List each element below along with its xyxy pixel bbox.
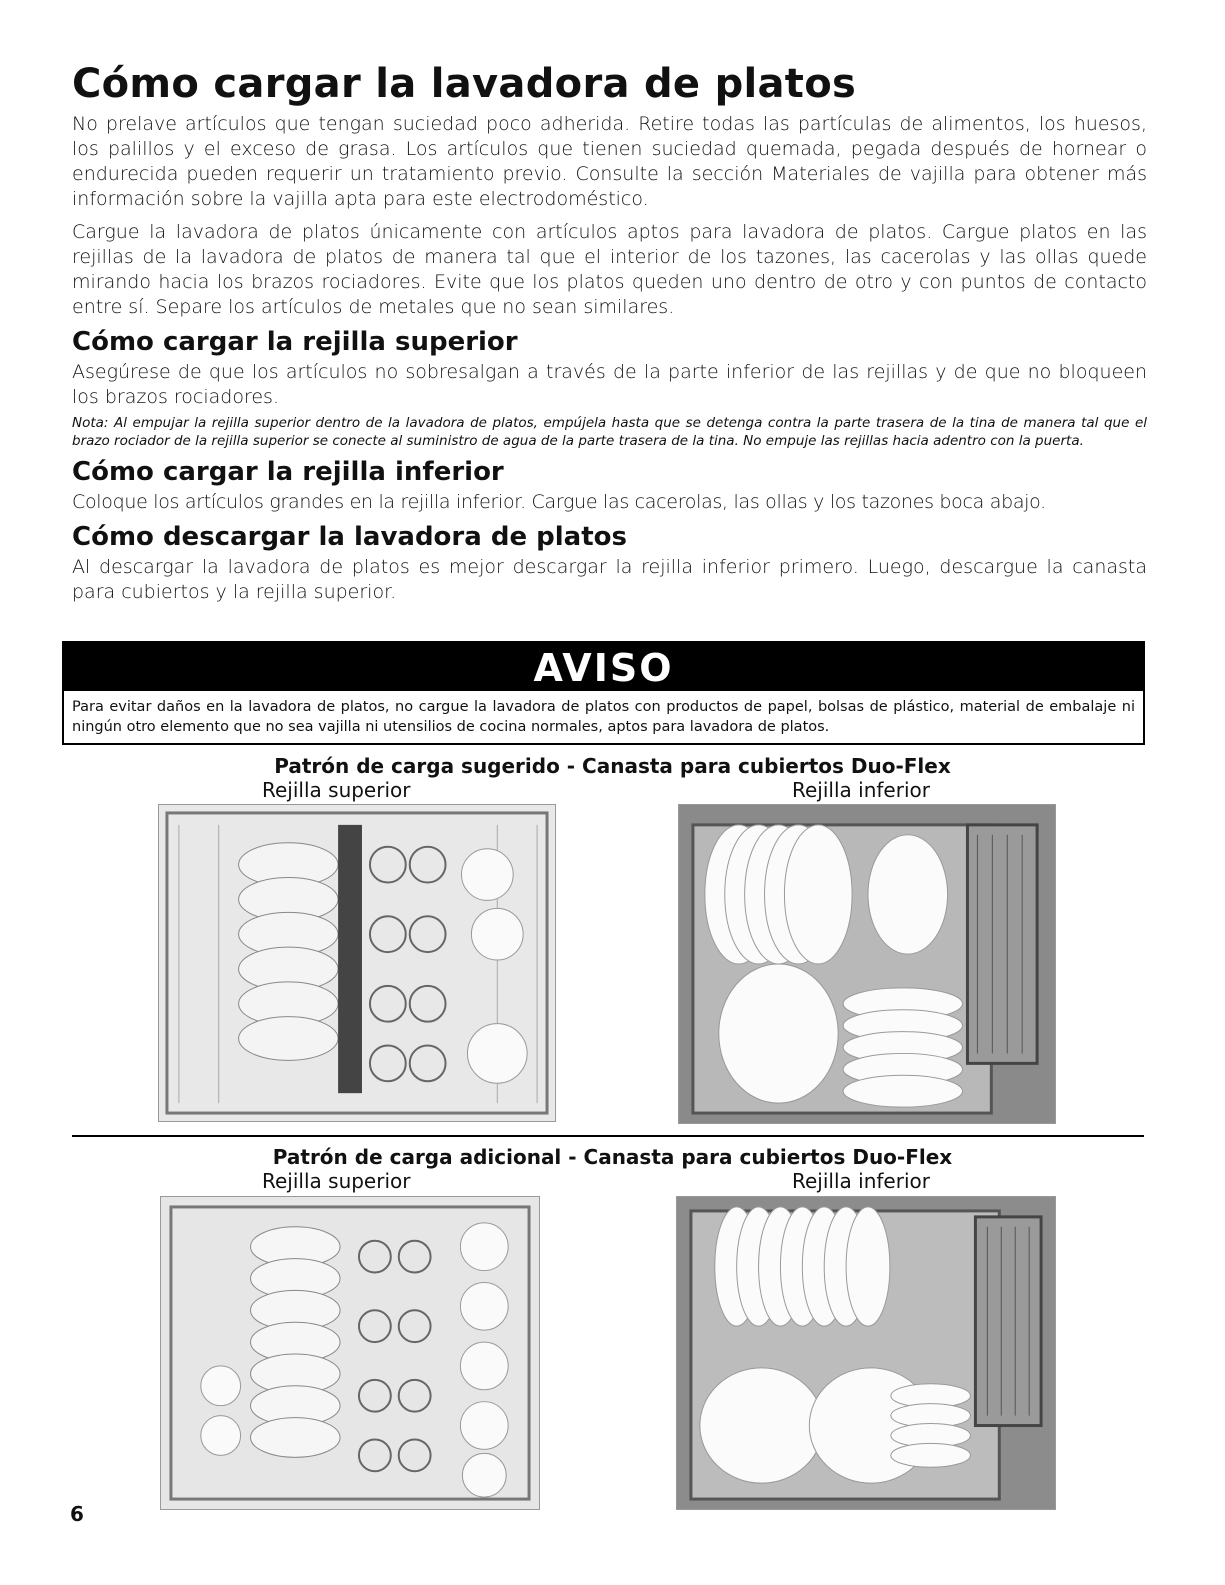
upper-rack-photo-1: [158, 804, 556, 1122]
section-divider: [72, 1135, 1144, 1137]
page-content: [72, 58, 1147, 605]
upper-rack-photo-2: [160, 1196, 540, 1510]
unload-text: Al descargar la lavadora de platos es mejor descargar la rejilla inferior primero. Luego, descargue la canasta para cubiertos y la rejilla superior.: [72, 556, 1147, 603]
warning-text: Para evitar daños en la lavadora de platos, no cargue la lavadora de platos con productos de papel, bolsas de plástico, material de embalaje ni ningún otro elemento que no sea vajilla ni utensilios de cocina normales, aptos para lavadora de platos.: [72, 699, 1135, 735]
pattern-1-lower-label: Rejilla inferior: [792, 778, 930, 802]
pattern-1-upper-label: Rejilla superior: [262, 778, 411, 802]
page-number: 6: [70, 1502, 84, 1526]
upper-rack-text: Asegúrese de que los artículos no sobresalgan a través de la parte inferior de las rejillas y de que no bloqueen los brazos rociadores.: [72, 361, 1147, 408]
intro-paragraph-2: Cargue la lavadora de platos únicamente con artículos aptos para lavadora de platos. Cargue platos en las rejillas de la lavadora de platos de manera tal que el interior de los tazones, las cacerolas y las ollas quede mirando hacia los brazos rociadores. Evite que los platos queden uno dentro de otro y con puntos de contacto entre sí. Separe los artículos de metales que no sean similares.: [72, 221, 1147, 318]
lower-rack-photo-1: [678, 804, 1056, 1124]
warning-box: [62, 641, 1145, 745]
lower-rack-text: Coloque los artículos grandes en la rejilla inferior. Cargue las cacerolas, las ollas y los tazones boca abajo.: [72, 491, 1046, 513]
upper-rack-note: Nota: Al empujar la rejilla superior dentro de la lavadora de platos, empújela hasta que se detenga contra la parte trasera de la tina de manera tal que el brazo rociador de la rejilla superior se conecte al suministro de agua de la parte trasera de la tina. No empuje las rejillas hacia adentro con la puerta.: [72, 415, 1147, 449]
pattern-2-upper-label: Rejilla superior: [262, 1169, 411, 1193]
lower-rack-photo-2: [676, 1196, 1056, 1510]
pattern-1-title: Patrón de carga sugerido - Canasta para cubiertos Duo-Flex: [274, 754, 951, 778]
upper-rack-heading: Cómo cargar la rejilla superior: [72, 327, 518, 357]
intro-paragraph-1: No prelave artículos que tengan suciedad poco adherida. Retire todas las partículas de alimentos, los huesos, los palillos y el exceso de grasa. Los artículos que tienen suciedad quemada, pegada después de hornear o endurecida pueden requerir un tratamiento previo. Consulte la sección Materiales de vajilla para obtener más información sobre la vajilla apta para este electrodoméstico.: [72, 113, 1147, 210]
pattern-2-lower-label: Rejilla inferior: [792, 1169, 930, 1193]
pattern-2-title: Patrón de carga adicional - Canasta para cubiertos Duo-Flex: [272, 1145, 953, 1169]
lower-rack-heading: Cómo cargar la rejilla inferior: [72, 457, 504, 487]
warning-title: AVISO: [64, 643, 1143, 691]
unload-heading: Cómo descargar la lavadora de platos: [72, 522, 627, 552]
page-title: Cómo cargar la lavadora de platos: [72, 61, 857, 107]
